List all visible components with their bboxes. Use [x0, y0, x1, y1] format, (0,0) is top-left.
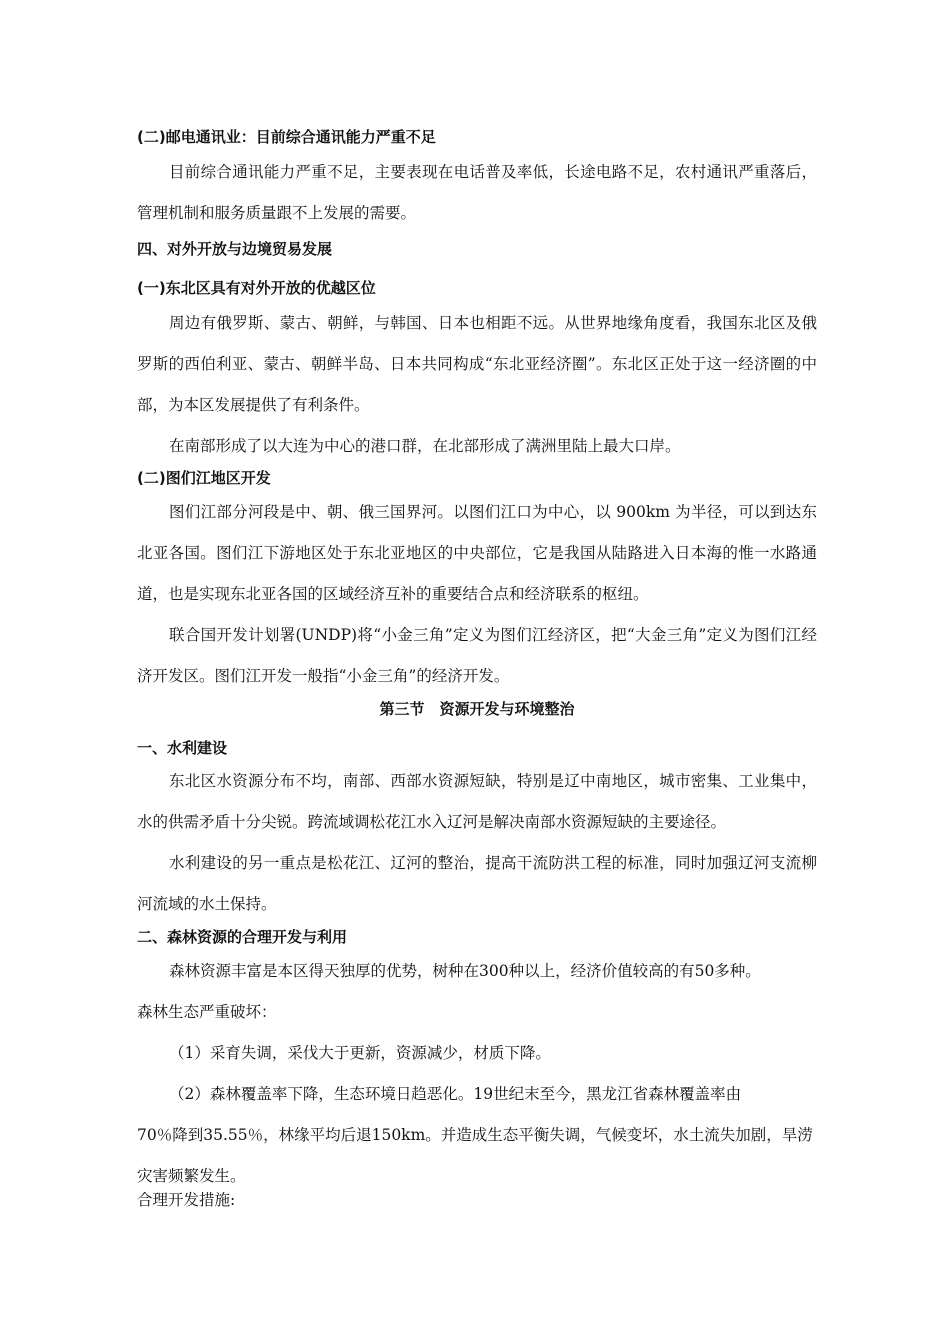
- paragraph-ports: 在南部形成了以大连为中心的港口群，在北部形成了满洲里陆上最大口岸。: [169, 437, 681, 455]
- list-item-1: （1）采育失调，采伐大于更新，资源减少，材质下降。: [169, 1044, 551, 1062]
- paragraph-measures: 合理开发措施:: [137, 1191, 236, 1209]
- paragraph-forest-damage: 森林生态严重破坏：: [137, 1003, 277, 1021]
- subheading-tumen-river: (二)图们江地区开发: [137, 469, 271, 487]
- section-heading-water: 一、水利建设: [137, 739, 228, 757]
- list-item-2-continuation: 70％降到35.55％，林缘平均后退150km。并造成生态平衡失调，气候变坏，水土流失加剧，旱涝灾害频繁发生。: [137, 1126, 813, 1185]
- paragraph-northeast-asia: 周边有俄罗斯、蒙古、朝鲜，与韩国、日本也相距不远。从世界地缘角度看，我国东北区及俄罗斯的西伯利亚、蒙古、朝鲜半岛、日本共同构成“东北亚经济圈”。东北区正处于这一经济圈的中部，为本区发展提供了有利条件。: [137, 314, 817, 414]
- subheading-location-advantage: (一)东北区具有对外开放的优越区位: [137, 279, 376, 297]
- paragraph-water-resources: 东北区水资源分布不均，南部、西部水资源短缺，特别是辽中南地区，城市密集、工业集中，水的供需矛盾十分尖锐。跨流域调松花江水入辽河是解决南部水资源短缺的主要途径。: [137, 772, 817, 831]
- list-item-2-first-line: （2）森林覆盖率下降，生态环境日趋恶化。19世纪末至今，黑龙江省森林覆盖率由: [169, 1085, 742, 1103]
- chapter-section-title: 第三节 资源开发与环境整治: [379, 700, 575, 718]
- paragraph-tumen-river: 图们江部分河段是中、朝、俄三国界河。以图们江口为中心，以 900km 为半径，可以到达东北亚各国。图们江下游地区处于东北亚地区的中央部位，它是我国从陆路进入日本海的惟一水路通道，也是实现东北亚各国的区域经济互补的重要结合点和经济联系的枢纽。: [137, 503, 817, 603]
- paragraph-water-projects: 水利建设的另一重点是松花江、辽河的整治，提高干流防洪工程的标准，同时加强辽河支流柳河流域的水土保持。: [137, 854, 817, 913]
- paragraph-forest-resources: 森林资源丰富是本区得天独厚的优势，树种在300种以上，经济价值较高的有50多种。: [169, 962, 761, 980]
- paragraph-undp: 联合国开发计划署(UNDP)将“小金三角”定义为图们江经济区，把“大金三角”定义为图们江经济开发区。图们江开发一般指“小金三角”的经济开发。: [137, 626, 817, 685]
- section-heading-opening-trade: 四、对外开放与边境贸易发展: [137, 240, 333, 258]
- section-heading-post-telecom: (二)邮电通讯业：目前综合通讯能力严重不足: [137, 128, 436, 146]
- paragraph-telecom: 目前综合通讯能力严重不足，主要表现在电话普及率低，长途电路不足，农村通讯严重落后，管理机制和服务质量跟不上发展的需要。: [137, 163, 817, 222]
- section-heading-forest: 二、森林资源的合理开发与利用: [137, 928, 348, 946]
